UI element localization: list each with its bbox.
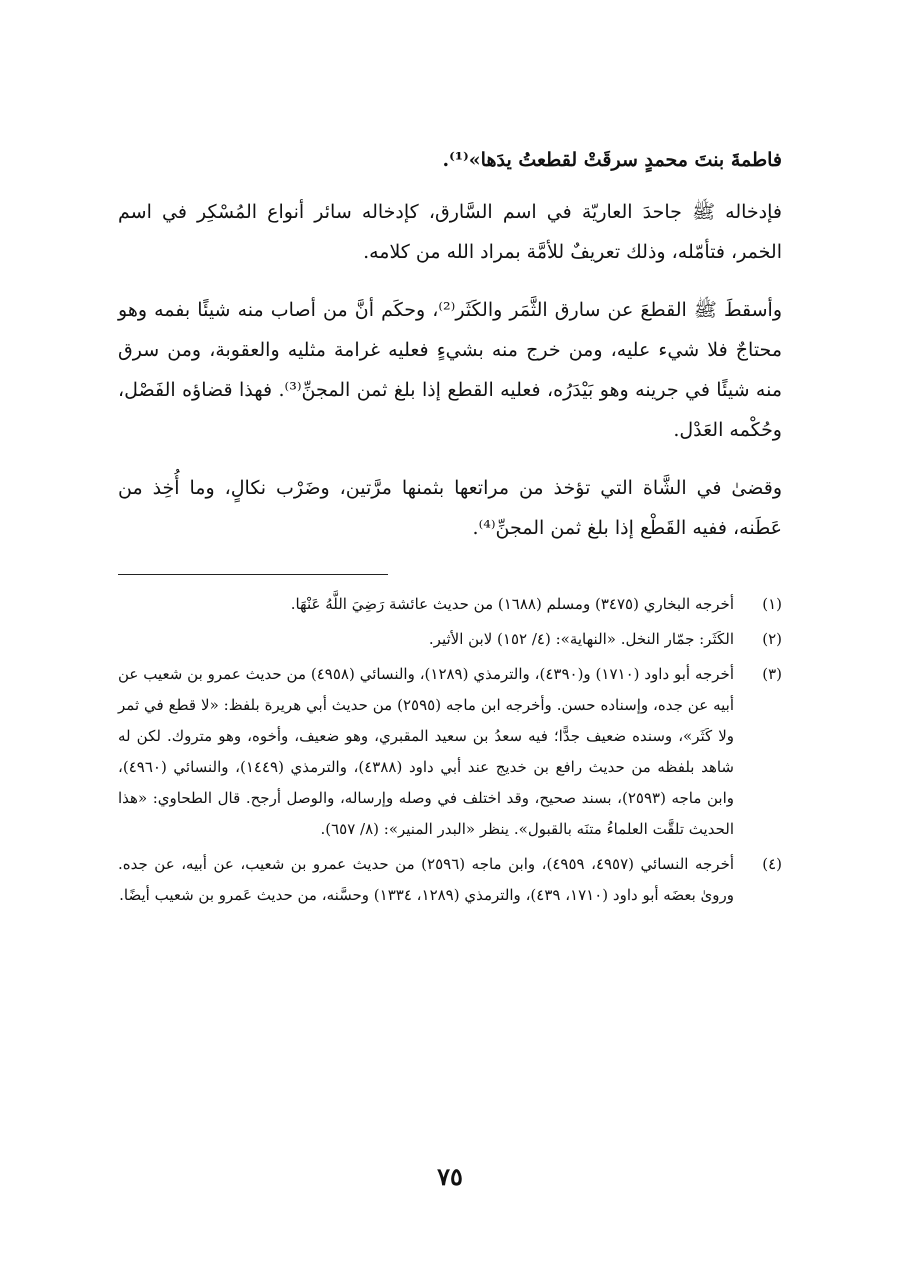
footnote-number: (١) [762, 595, 782, 613]
page-body [118, 140, 782, 915]
footnote-4 [118, 849, 782, 911]
footnote-3 [118, 659, 782, 845]
page-number: ٧٥ [437, 1162, 463, 1191]
footnote-number: (٢) [762, 630, 782, 648]
paragraph-2: فإدخاله ﷺ جاحدَ العاريّة في اسم السَّارق، كإدخاله سائر أنواع المُسْكِر في اسم الخمر، فتأمّله، وذلك تعريفٌ للأمَّة بمراد الله من كلامه. [118, 201, 782, 263]
footnote-text: أخرجه البخاري (٣٤٧٥) ومسلم (١٦٨٨) من حديث عائشة رَضِيَ اللَّهُ عَنْهَا. [290, 595, 734, 613]
footnote-text: أخرجه أبو داود (١٧١٠) و(٤٣٩٠)، والترمذي (١٢٨٩)، والنسائي (٤٩٥٨) من حديث عمرو بن شعيب عن أبيه عن جده، وإسناده حسن. وأخرجه ابن ماجه (٢٥٩٥) من حديث أبي هريرة بلفظ: «لا قطع في ثمر ولا كَثَر»، وسنده ضعيف جدًّا؛ فيه سعدُ بن سعيد المقبري، وهو ضعيف، وأخوه، وهو متروك. لكن له شاهد بلفظه من حديث رافع بن خديج عند أبي داود (٤٣٨٨)، والترمذي (١٤٤٩)، والنسائي (٤٩٦٠)، وابن ماجه (٢٥٩٣)، بسند صحيح، وقد اختلف في وصله وإرساله، والوصل أرجح. قال الطحاوي: «هذا الحديث تلقَّت العلماءُ متنَه بالقبول». ينظر «البدر المنير»: (٨/ ٦٥٧). [118, 665, 735, 838]
footnote-1 [118, 589, 782, 620]
footnote-text: أخرجه النسائي (٤٩٥٧، ٤٩٥٩)، وابن ماجه (٢٥٩٦) من حديث عمرو بن شعيب، عن أبيه، عن جده. وروىٰ بعضَه أبو داود (١٧١٠، ٤٣٩)، والترمذي (١٢٨٩، ١٣٣٤) وحسَّنه، من حديث عَمرو بن شعيب أيضًا. [118, 855, 735, 904]
paragraph-1: فاطمةَ بنتَ محمدٍ سرقَتْ لقطعتُ يدَها»⁽¹⁾. [442, 149, 782, 171]
paragraph-4: وقضىٰ في الشَّاة التي تؤخذ من مراتعها بثمنها مرَّتين، وضَرْب نكالٍ، وما أُخِذ من عَطَنه، ففيه القَطْع إذا بلغ ثمن المجنِّ⁽⁴⁾. [118, 477, 782, 539]
footnote-number: (٣) [762, 665, 782, 683]
footnote-separator [118, 574, 388, 575]
footnote-number: (٤) [762, 855, 782, 873]
footnote-text: الكَثَر: جمّار النخل. «النهاية»: (٤/ ١٥٢) لابن الأثير. [428, 630, 734, 648]
paragraph-3: وأسقطَ ﷺ القطعَ عن سارق الثَّمَر والكَثَر⁽²⁾، وحكَم أنَّ من أصاب منه شيئًا بفمه وهو محتاجٌ فلا شيء عليه، ومن خرج منه بشيءٍ فعليه غرامة مثليه والعقوبة، ومن سرق منه شيئًا في جرينه وهو بَيْدَرُه، فعليه القطع إذا بلغ ثمن المجنِّ⁽³⁾. فهذا قضاؤه الفَصْل، وحُكْمه العَدْل. [118, 299, 782, 441]
footnote-2 [118, 624, 782, 655]
